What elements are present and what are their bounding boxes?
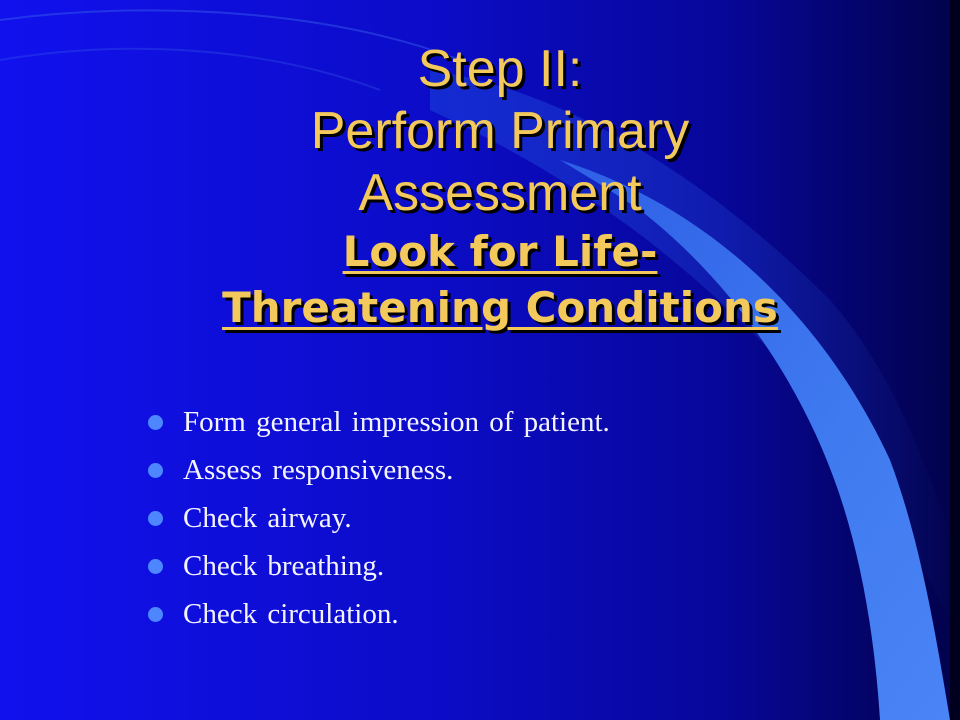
list-item bbox=[148, 542, 610, 590]
bullet-icon bbox=[148, 559, 163, 574]
title-line: Step II: bbox=[417, 40, 583, 98]
list-item bbox=[148, 590, 610, 638]
list-item bbox=[148, 494, 610, 542]
bullet-icon bbox=[148, 511, 163, 526]
bullet-list bbox=[148, 398, 610, 638]
title-line: Assessment bbox=[358, 164, 642, 222]
bullet-icon bbox=[148, 607, 163, 622]
bullet-icon bbox=[148, 415, 163, 430]
title-line: Perform Primary bbox=[310, 102, 690, 160]
subtitle-line: Threatening Conditions bbox=[222, 283, 778, 332]
bullet-text: Check breathing. bbox=[183, 550, 385, 582]
slide-title bbox=[140, 38, 860, 336]
bullet-text: Check airway. bbox=[183, 502, 352, 534]
subtitle-line: Look for Life- bbox=[342, 227, 658, 276]
bullet-text: Form general impression of patient. bbox=[183, 406, 610, 438]
bullet-text: Check circulation. bbox=[183, 598, 399, 630]
list-item bbox=[148, 446, 610, 494]
bullet-icon bbox=[148, 463, 163, 478]
list-item bbox=[148, 398, 610, 446]
bullet-text: Assess responsiveness. bbox=[183, 454, 454, 486]
